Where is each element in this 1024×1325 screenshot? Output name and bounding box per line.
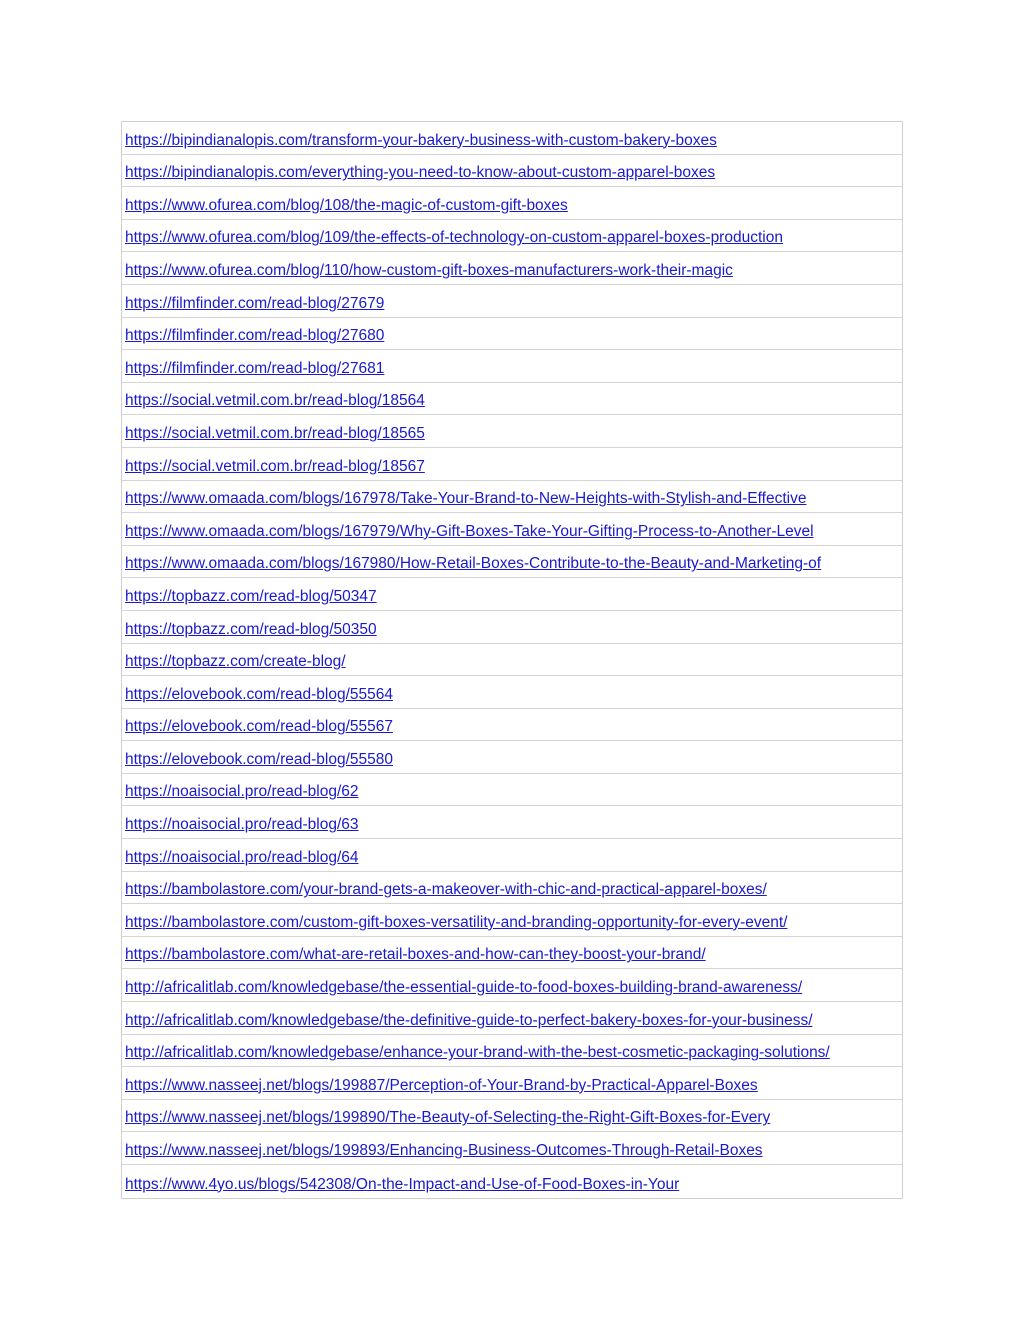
table-row — [122, 709, 902, 742]
link-table — [121, 121, 903, 1199]
url-link[interactable]: https://www.4yo.us/blogs/542308/On-the-Impact-and-Use-of-Food-Boxes-in-Your — [125, 1175, 680, 1193]
url-link[interactable]: https://www.nasseej.net/blogs/199887/Perception-of-Your-Brand-by-Practical-Apparel-Boxes — [125, 1076, 758, 1094]
url-link[interactable]: https://social.vetmil.com.br/read-blog/18565 — [125, 424, 425, 442]
table-row — [122, 513, 902, 546]
table-row — [122, 969, 902, 1002]
table-row — [122, 644, 902, 677]
url-link[interactable]: https://elovebook.com/read-blog/55564 — [125, 685, 393, 703]
table-row — [122, 1067, 902, 1100]
table-row — [122, 155, 902, 188]
table-row — [122, 122, 902, 155]
url-link[interactable]: https://topbazz.com/read-blog/50347 — [125, 587, 377, 605]
table-row — [122, 285, 902, 318]
url-link[interactable]: http://africalitlab.com/knowledgebase/enhance-your-brand-with-the-best-cosmetic-packaging-solutions/ — [125, 1044, 830, 1062]
table-row — [122, 546, 902, 579]
url-link[interactable]: http://africalitlab.com/knowledgebase/the-definitive-guide-to-perfect-bakery-boxes-for-your-business/ — [125, 1011, 813, 1029]
url-link[interactable]: https://filmfinder.com/read-blog/27681 — [125, 359, 385, 377]
url-link[interactable]: https://noaisocial.pro/read-blog/62 — [125, 783, 359, 801]
url-link[interactable]: https://elovebook.com/read-blog/55567 — [125, 718, 393, 736]
url-link[interactable]: https://www.ofurea.com/blog/109/the-effects-of-technology-on-custom-apparel-boxes-production — [125, 229, 783, 247]
table-row — [122, 481, 902, 514]
url-link[interactable]: https://www.ofurea.com/blog/108/the-magic-of-custom-gift-boxes — [125, 196, 568, 214]
url-link[interactable]: https://www.ofurea.com/blog/110/how-custom-gift-boxes-manufacturers-work-their-magic — [125, 261, 733, 279]
url-link[interactable]: https://noaisocial.pro/read-blog/64 — [125, 848, 359, 866]
table-row — [122, 578, 902, 611]
url-link[interactable]: https://filmfinder.com/read-blog/27680 — [125, 327, 385, 345]
url-link[interactable]: https://www.nasseej.net/blogs/199890/The-Beauty-of-Selecting-the-Right-Gift-Boxes-for-Every — [125, 1109, 771, 1127]
url-link[interactable]: https://www.omaada.com/blogs/167979/Why-Gift-Boxes-Take-Your-Gifting-Process-to-Another-Level — [125, 522, 814, 540]
url-link[interactable]: https://bipindianalopis.com/transform-your-bakery-business-with-custom-bakery-boxes — [125, 131, 717, 149]
url-link[interactable]: https://www.nasseej.net/blogs/199893/Enhancing-Business-Outcomes-Through-Retail-Boxes — [125, 1142, 763, 1159]
url-link[interactable]: https://bambolastore.com/what-are-retail-boxes-and-how-can-they-boost-your-brand/ — [125, 946, 706, 964]
table-row — [122, 1165, 902, 1198]
url-link[interactable]: https://bipindianalopis.com/everything-you-need-to-know-about-custom-apparel-boxes — [125, 164, 716, 182]
table-row — [122, 318, 902, 351]
table-row — [122, 1035, 902, 1068]
url-link[interactable]: https://social.vetmil.com.br/read-blog/18567 — [125, 457, 425, 475]
url-link[interactable]: https://topbazz.com/read-blog/50350 — [125, 620, 377, 638]
table-row — [122, 904, 902, 937]
table-row — [122, 611, 902, 644]
table-row — [122, 1002, 902, 1035]
table-row — [122, 187, 902, 220]
table-row — [122, 448, 902, 481]
url-link[interactable]: https://filmfinder.com/read-blog/27679 — [125, 294, 385, 312]
table-row — [122, 383, 902, 416]
url-link[interactable]: https://social.vetmil.com.br/read-blog/18564 — [125, 392, 425, 410]
url-link[interactable]: https://topbazz.com/create-blog/ — [125, 653, 346, 671]
url-link[interactable]: http://africalitlab.com/knowledgebase/the-essential-guide-to-food-boxes-building-brand-awareness/ — [125, 979, 803, 997]
url-link[interactable]: https://elovebook.com/read-blog/55580 — [125, 750, 393, 768]
table-row — [122, 1100, 902, 1133]
table-row — [122, 220, 902, 253]
table-row — [122, 252, 902, 285]
table-row — [122, 806, 902, 839]
url-link[interactable]: https://noaisocial.pro/read-blog/63 — [125, 816, 359, 834]
url-link[interactable]: https://bambolastore.com/your-brand-gets-a-makeover-with-chic-and-practical-apparel-boxes/ — [125, 881, 767, 899]
url-link[interactable]: https://www.omaada.com/blogs/167980/How-Retail-Boxes-Contribute-to-the-Beauty-and-Marketing-of — [125, 555, 822, 573]
url-link[interactable]: https://bambolastore.com/custom-gift-boxes-versatility-and-branding-opportunity-for-every-event/ — [125, 913, 788, 931]
table-row — [122, 774, 902, 807]
table-row — [122, 415, 902, 448]
table-row — [122, 937, 902, 970]
table-row — [122, 839, 902, 872]
table-row — [122, 350, 902, 383]
table-row — [122, 1132, 902, 1165]
table-row — [122, 676, 902, 709]
table-row — [122, 872, 902, 905]
url-link[interactable]: https://www.omaada.com/blogs/167978/Take-Your-Brand-to-New-Heights-with-Stylish-and-Effective — [125, 490, 807, 508]
table-row — [122, 741, 902, 774]
